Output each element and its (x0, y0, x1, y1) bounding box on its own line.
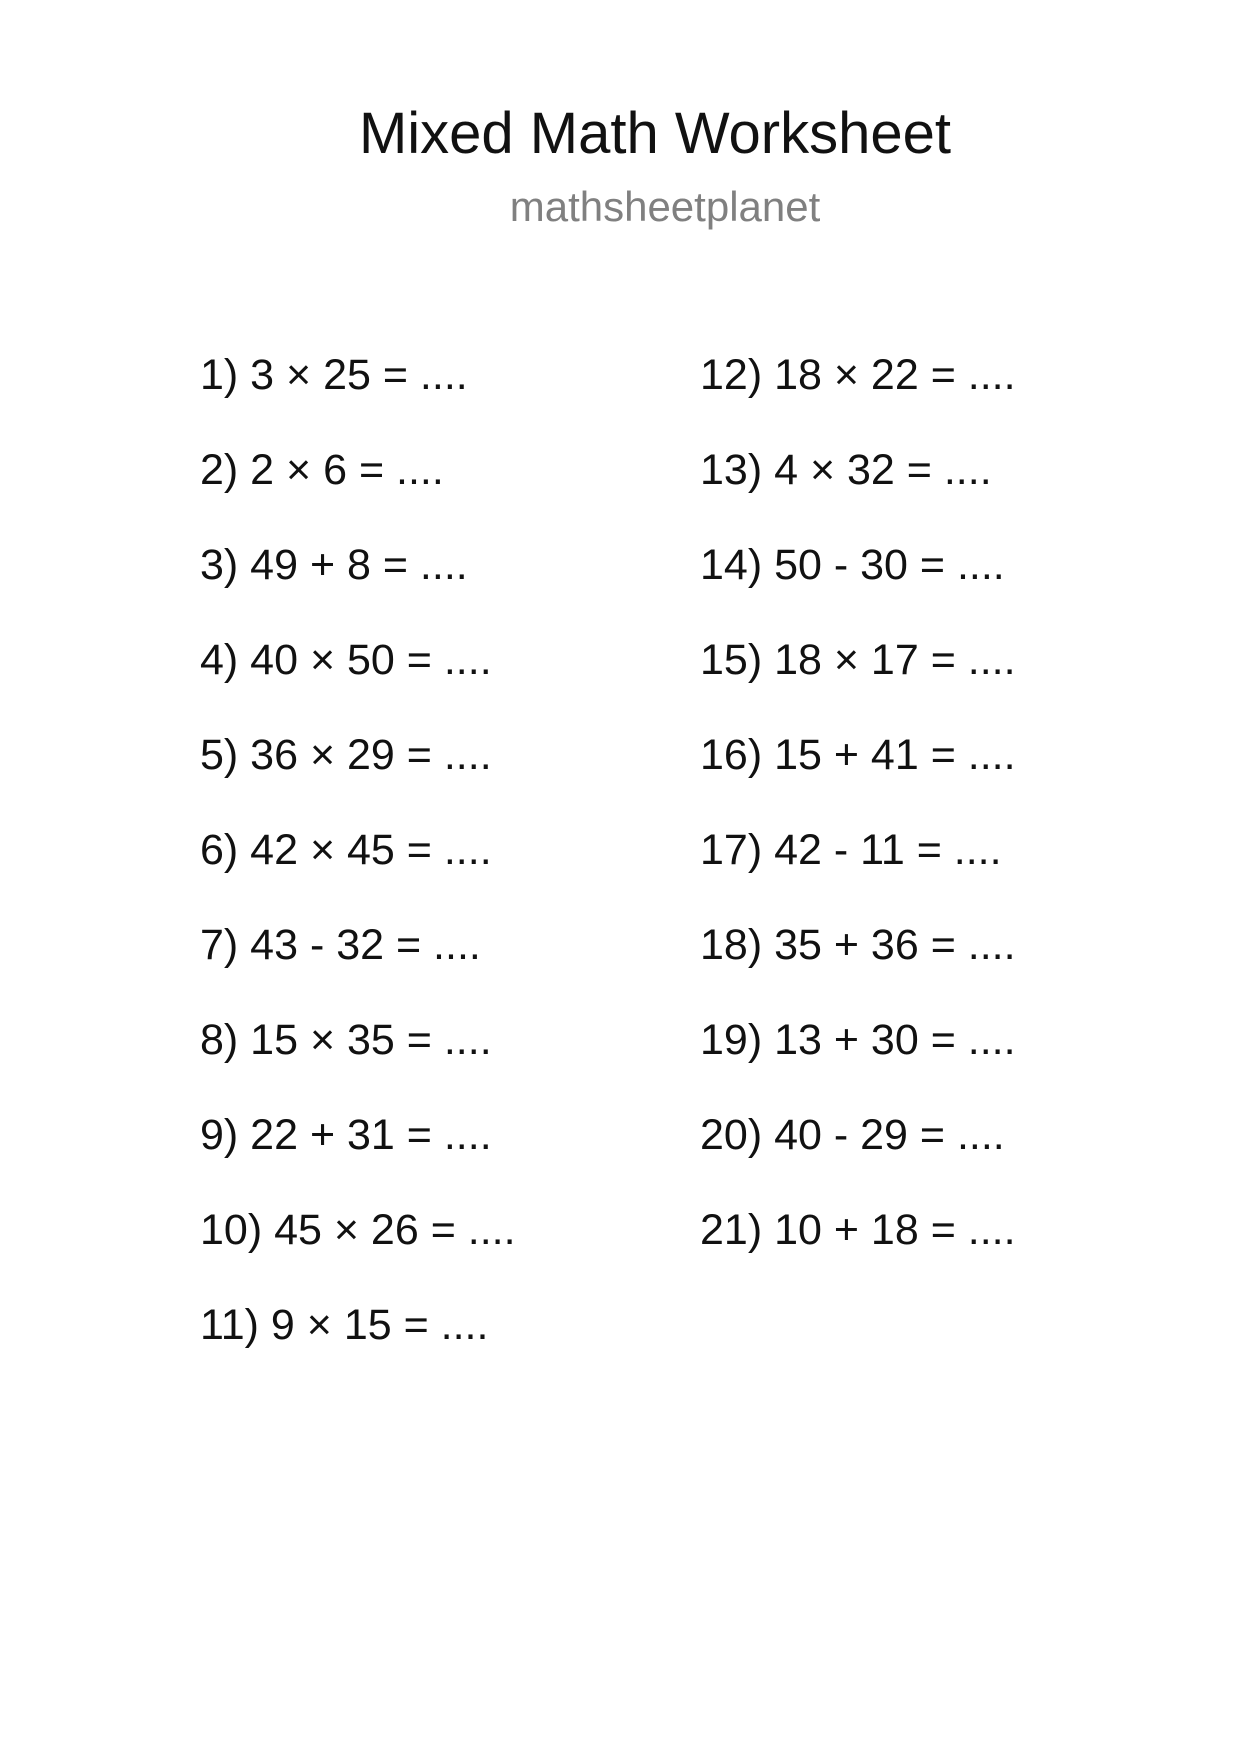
problem-21: 21) 10 + 18 = .... (700, 1206, 1016, 1254)
problem-9: 9) 22 + 31 = .... (200, 1111, 492, 1159)
problems-left-column (200, 350, 516, 1395)
problem-17: 17) 42 - 11 = .... (700, 826, 1002, 874)
problem-3: 3) 49 + 8 = .... (200, 541, 468, 589)
problem-14: 14) 50 - 30 = .... (700, 541, 1005, 589)
problem-5: 5) 36 × 29 = .... (200, 731, 492, 779)
problem-20: 20) 40 - 29 = .... (700, 1111, 1005, 1159)
problem-12: 12) 18 × 22 = .... (700, 351, 1016, 399)
problem-7: 7) 43 - 32 = .... (200, 921, 481, 969)
problem-13: 13) 4 × 32 = .... (700, 446, 992, 494)
problem-18: 18) 35 + 36 = .... (700, 921, 1016, 969)
problem-4: 4) 40 × 50 = .... (200, 636, 492, 684)
worksheet-title: Mixed Math Worksheet (358, 101, 952, 166)
problem-8: 8) 15 × 35 = .... (200, 1016, 492, 1064)
problem-16: 16) 15 + 41 = .... (700, 731, 1016, 779)
problem-1: 1) 3 × 25 = .... (200, 351, 468, 399)
problem-2: 2) 2 × 6 = .... (200, 446, 444, 494)
problem-15: 15) 18 × 17 = .... (700, 636, 1016, 684)
worksheet-subtitle: mathsheetplanet (509, 183, 821, 230)
problem-6: 6) 42 × 45 = .... (200, 826, 492, 874)
problems-right-column (700, 350, 1016, 1300)
problem-19: 19) 13 + 30 = .... (700, 1016, 1016, 1064)
problem-11: 11) 9 × 15 = .... (200, 1301, 489, 1349)
problem-10: 10) 45 × 26 = .... (200, 1206, 516, 1254)
